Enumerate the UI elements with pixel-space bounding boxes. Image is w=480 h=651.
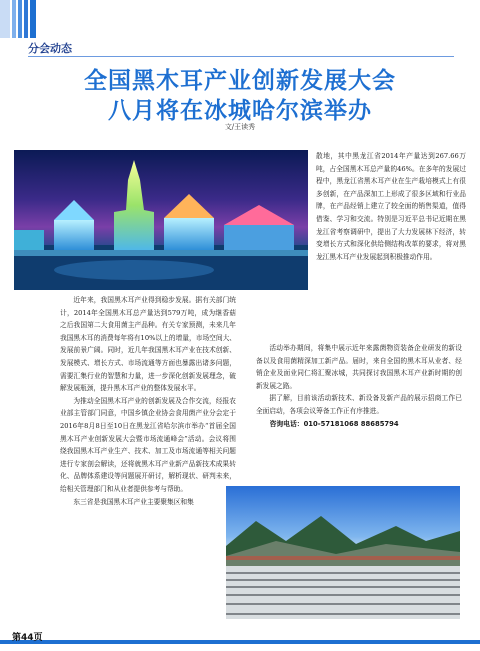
header-stripe-1 (0, 0, 10, 38)
header-stripe-4 (24, 0, 28, 38)
contact-phone: 咨询电话：010-57181068 88685794 (269, 419, 399, 428)
right-column-top (316, 150, 466, 263)
section-rule (28, 56, 454, 57)
farm-landscape-illustration (226, 486, 460, 619)
right-column-top-text: 散地，其中黑龙江省2014年产量达到267.66万吨，占全国黑木耳总产量的46%。在多年的发展过程中，黑龙江省黑木耳产业在生产栽培模式上有很多创新，在产品深加工上形成了很多区域和行业品牌，在产品经销上建立了较全面的销售渠道，值得借鉴、学习和交流。特别是习近平总书记近期在黑龙江省考察调研中，提出了大力发展林下经济，转变增长方式和深化供给侧结构改革的要求，将对黑龙江黑木耳产业发展起到积极推动作用。 (316, 152, 466, 261)
footer-rule (0, 640, 480, 644)
article-byline: 文/王读秀 (224, 123, 256, 131)
page-number: 第44页 (12, 633, 43, 643)
ice-festival-photo (14, 150, 308, 290)
left-paragraph-1: 近年来，我国黑木耳产业得到稳步发展。据有关部门统计，2014年全国黑木耳总产量达到579万吨，成为继香菇之后我国第二大食用菌主产品种。有关专家预测，未来几年我国黑木耳的消费每年将有10%以上的增量，市场空间大、发展前景广阔。同时，近几年我国黑木耳产业在技术创新、发展模式、增长方式、市场流通等方面也暴露出诸多问题，需要汇集行业的智慧和力量，进一步深化创新发展理念，破解发展瓶颈，提升黑木耳产业的整体发展水平。 (60, 296, 236, 393)
article-title-line1: 全国黑木耳产业创新发展大会 (84, 68, 396, 94)
left-column (60, 294, 236, 508)
header-stripe-2 (12, 0, 16, 38)
header-stripe-3 (18, 0, 22, 38)
ice-castle-illustration (14, 150, 308, 290)
right-paragraph-3: 据了解，目前该活动新技术、新设备及新产品的展示招商工作已全面启动，各项会议筹备工作正有序推进。 (256, 394, 462, 415)
right-paragraph-2: 活动举办期间，将集中展示近年来露菌物资装备企业研发的新设备以及食用菌精深加工新产品。届时，来自全国的黑木耳从业者、经销企业及面业同仁将汇聚冰城，共同探讨我国黑木耳产业新时期的创新发展之路。 (256, 344, 462, 390)
article-title-line2: 八月将在冰城哈尔滨举办 (108, 98, 372, 124)
right-column-lower (256, 342, 462, 430)
left-paragraph-3: 东三省是我国黑木耳产业主要聚集区和集 (73, 497, 194, 506)
fungus-farm-photo (226, 486, 460, 619)
header-stripe-5 (30, 0, 36, 38)
left-paragraph-2: 为推动全国黑木耳产业的创新发展及合作交流，经报农业部主管部门同意，中国乡镇企业协会食用菌产业分会定于2016年8月8日至10日在黑龙江省哈尔滨市举办“首届全国黑木耳产业创新发展大会暨市场流通峰会”活动。会议将围绕我国黑木耳产业生产、技术、加工及市场流通等相关问题进行专家剖会解读，还将就黑木耳产业新产品新技术成果转化、品牌体系建设等问题展开研讨，解析现状、研判未来，给相关管理部门和从业者提供参考与帮助。 (60, 396, 236, 493)
section-label: 分会动态 (28, 42, 72, 55)
